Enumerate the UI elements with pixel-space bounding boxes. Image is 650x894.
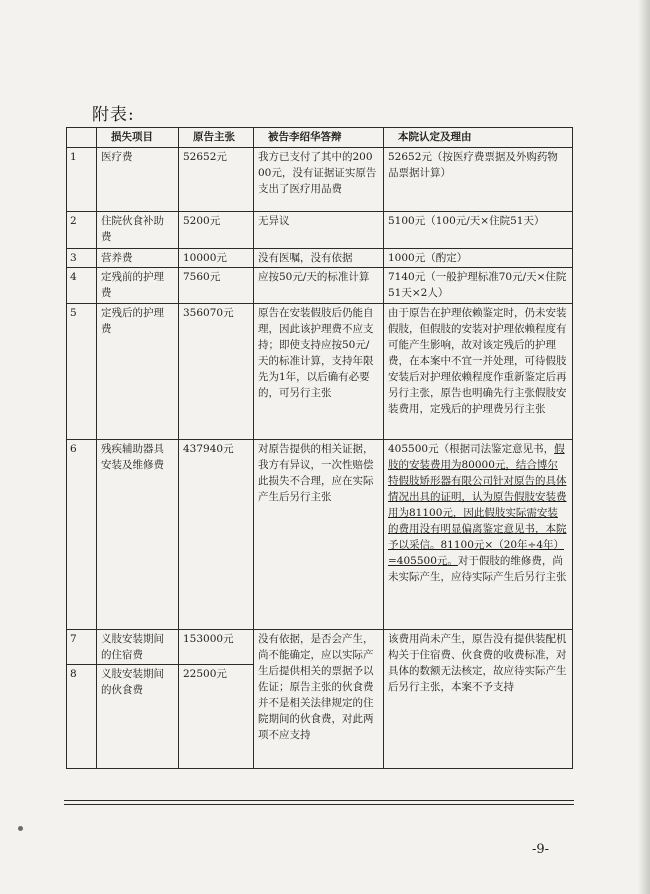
scan-speck bbox=[18, 826, 23, 831]
claim-amount: 22500元 bbox=[179, 665, 254, 769]
ruling-text: 1000元（酌定） bbox=[384, 249, 573, 268]
claim-amount: 7560元 bbox=[179, 268, 254, 304]
table-header-row bbox=[67, 128, 573, 148]
loss-item: 医疗费 bbox=[97, 148, 179, 212]
claim-amount: 10000元 bbox=[179, 249, 254, 268]
row-number: 8 bbox=[67, 665, 97, 769]
table-row bbox=[67, 249, 573, 268]
claim-amount: 153000元 bbox=[179, 630, 254, 665]
ruling-text: 52652元（按医疗费票据及外购药物品票据计算） bbox=[384, 148, 573, 212]
loss-item: 住院伙食补助费 bbox=[97, 212, 179, 249]
page-number: -9- bbox=[532, 842, 550, 857]
claim-amount: 356070元 bbox=[179, 304, 254, 440]
table-row bbox=[67, 630, 573, 665]
ruling-text: 该费用尚未产生，原告没有提供装配机构关于住宿费、伙食费的收费标准，对具体的数额无法核定，故应待实际产生后另行主张，本案不予支持 bbox=[384, 630, 573, 769]
ruling-text: 5100元（100元/天×住院51天） bbox=[384, 212, 573, 249]
header-plaintiff-claim: 原告主张 bbox=[179, 128, 254, 148]
header-loss-item: 损失项目 bbox=[97, 128, 179, 148]
table-row bbox=[67, 268, 573, 304]
loss-item: 残疾辅助器具安装及维修费 bbox=[97, 440, 179, 630]
ruling-text: 7140元（一般护理标准70元/天×住院51天×2人） bbox=[384, 268, 573, 304]
claim-amount: 52652元 bbox=[179, 148, 254, 212]
table-row bbox=[67, 212, 573, 249]
ruling-text-part: 对于假肢的维修费，尚未实际产生，应待实际产生后另行主张 bbox=[388, 555, 567, 583]
claim-amount: 5200元 bbox=[179, 212, 254, 249]
table-row bbox=[67, 440, 573, 630]
scan-page-edge bbox=[638, 0, 650, 894]
defense-text: 我方已支付了其中的20000元，没有证据证实原告支出了医疗用品费 bbox=[254, 148, 384, 212]
claim-amount: 437940元 bbox=[179, 440, 254, 630]
loss-item: 定残前的护理费 bbox=[97, 268, 179, 304]
ruling-text: 由于原告在护理依赖鉴定时，仍未安装假肢，但假肢的安装对护理依赖程度有可能产生影响，故对该定残后的护理费，在本案中不宜一并处理，可待假肢安装后对护理依赖程度作重新鉴定后再另行主张，原告也明确先行主张假肢安装费用，定残后的护理费另行主张 bbox=[384, 304, 573, 440]
annex-caption: 附表: bbox=[92, 105, 135, 125]
row-number: 4 bbox=[67, 268, 97, 304]
row-number: 5 bbox=[67, 304, 97, 440]
ruling-text-part: 405500元（根据司法鉴定意见书， bbox=[388, 443, 555, 455]
row-number: 1 bbox=[67, 148, 97, 212]
annex-table bbox=[66, 127, 573, 769]
defense-text: 没有医嘱，没有依据 bbox=[254, 249, 384, 268]
row-number: 2 bbox=[67, 212, 97, 249]
bottom-double-rule bbox=[64, 800, 574, 805]
defense-text: 无异议 bbox=[254, 212, 384, 249]
row-number: 3 bbox=[67, 249, 97, 268]
ruling-text bbox=[384, 440, 573, 630]
loss-item: 定残后的护理费 bbox=[97, 304, 179, 440]
defense-text: 没有依据，是否会产生，尚不能确定，应以实际产生后提供相关的票据予以佐证；原告主张的伙食费并不是相关法律规定的住院期间的伙食费，对此两项不应支持 bbox=[254, 630, 384, 769]
ruling-underlined-text: 假肢的安装费用为80000元，结合博尔特假肢矫形器有限公司针对原告的具体情况出具的证明，认为原告假肢安装费用为81100元，因此假肢实际需安装的费用没有明显偏离鉴定意见书，本院予以采信。81100元×（20年÷4年） bbox=[388, 443, 567, 551]
loss-item: 义肢安装期间的住宿费 bbox=[97, 630, 179, 665]
header-blank bbox=[67, 128, 97, 148]
defense-text: 应按50元/天的标准计算 bbox=[254, 268, 384, 304]
defense-text: 原告在安装假肢后仍能自理，因此该护理费不应支持；即使支持应按50元/天的标准计算，支持年限先为1年，以后确有必要的，可另行主张 bbox=[254, 304, 384, 440]
header-court-ruling: 本院认定及理由 bbox=[384, 128, 573, 148]
row-number: 6 bbox=[67, 440, 97, 630]
defense-text: 对原告提供的相关证据，我方有异议，一次性赔偿此损失不合理，应在实际产生后另行主张 bbox=[254, 440, 384, 630]
loss-item: 营养费 bbox=[97, 249, 179, 268]
row-number: 7 bbox=[67, 630, 97, 665]
table-row bbox=[67, 148, 573, 212]
header-defendant-reply: 被告李绍华答辩 bbox=[254, 128, 384, 148]
ruling-underlined-result: =405500元。 bbox=[388, 555, 458, 567]
table-row bbox=[67, 304, 573, 440]
loss-item: 义肢安装期间的伙食费 bbox=[97, 665, 179, 769]
